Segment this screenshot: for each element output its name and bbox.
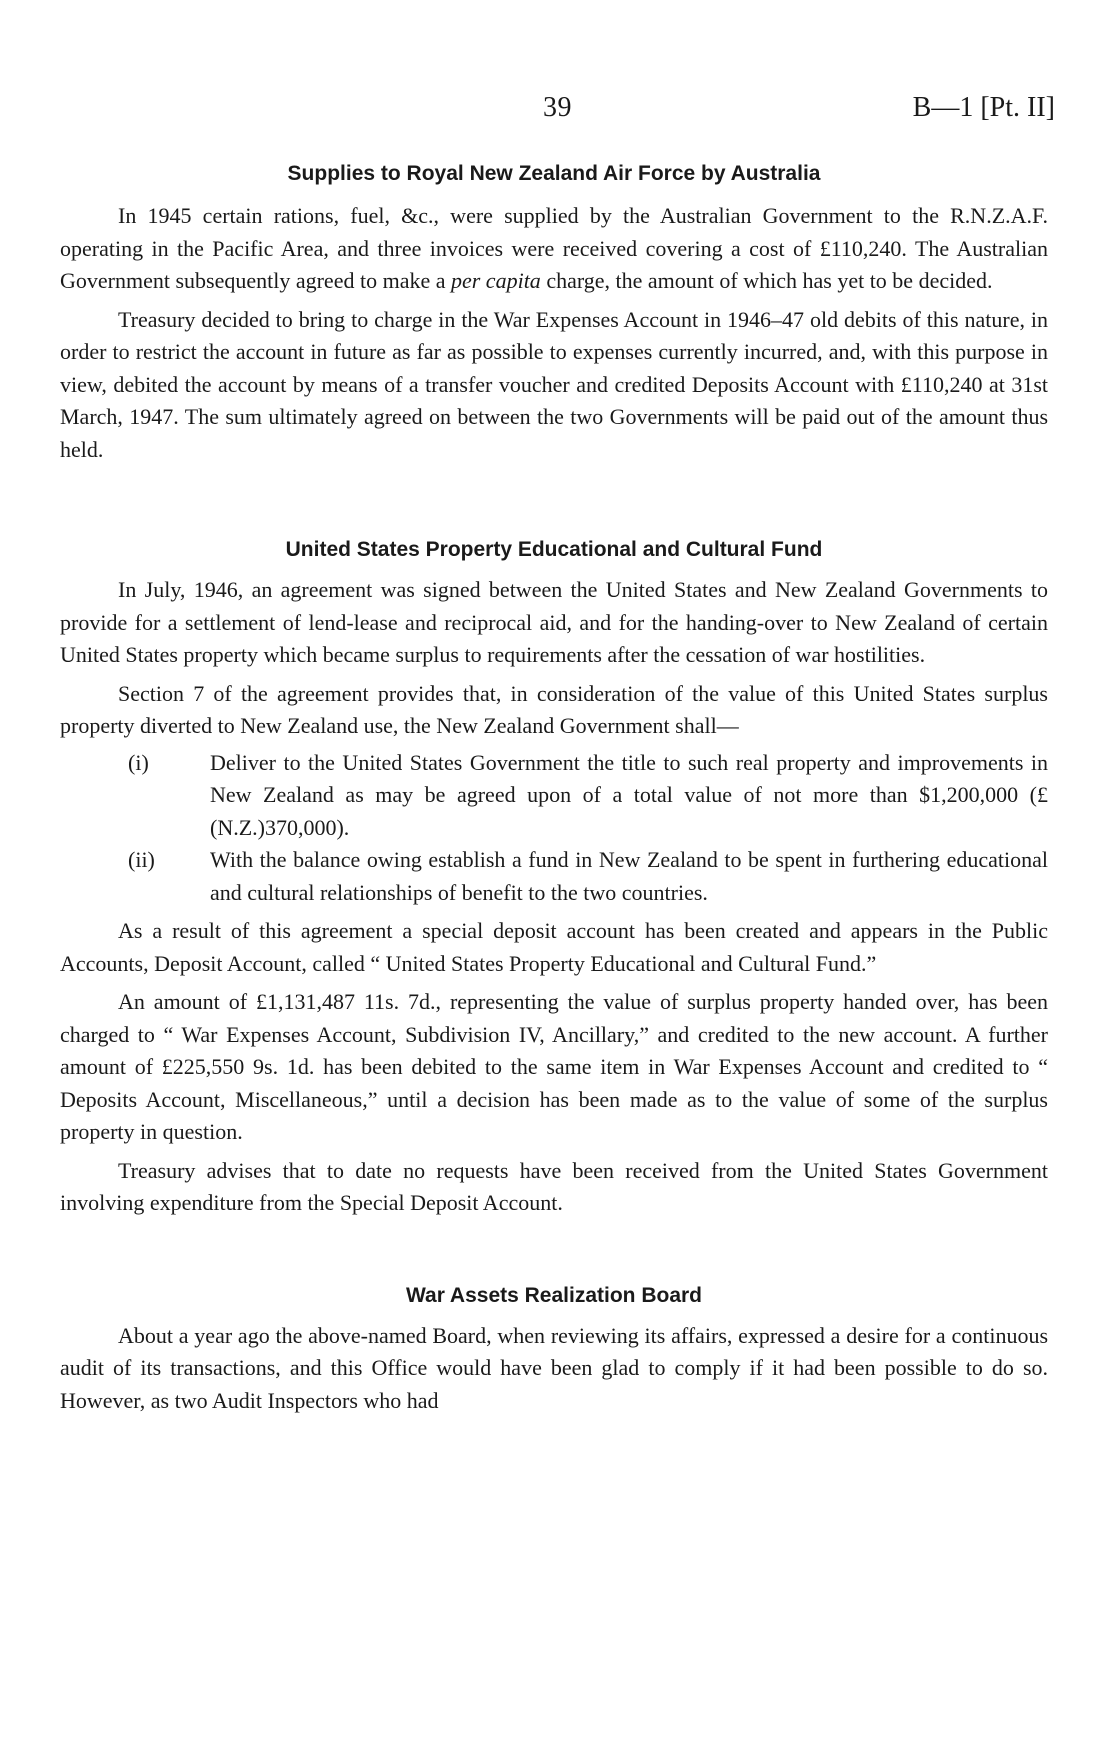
paragraph: Treasury decided to bring to charge in the War Expenses Account in 1946–47 old debits of this nature, in order to restrict the account in future as far as possible to expenses currently incurred, and, with this purpose in view, debited the account by means of a transfer voucher and credited Deposits Account with £110,240 at 31st March, 1947. The sum ultimately agreed on between the two Governments will be paid out of the amount thus held.	[60, 306, 1048, 462]
list-item-text: Deliver to the United States Government the title to such real property and improvements in New Zealand as may be agreed upon of a total value of not more than $1,200,000 (£(N.Z.)370,000).	[210, 749, 1048, 840]
list-marker: (ii)	[128, 847, 155, 872]
list-item-text: With the balance owing establish a fund in New Zealand to be spent in furthering educational and cultural relationships of benefit to the two countries.	[210, 847, 1048, 905]
paragraph: In July, 1946, an agreement was signed between the United States and New Zealand Governments to provide for a settlement of lend-lease and reciprocal aid, and for the handing-over to New Zealand of certain United States property which became surplus to requirements after the cessation of war hostilities.	[60, 577, 1048, 667]
page-header	[60, 92, 1055, 132]
page-content	[60, 162, 1048, 1417]
list-item	[60, 747, 1048, 845]
paragraph: An amount of £1,131,487 11s. 7d., representing the value of surplus property handed over, has been charged to “ War Expenses Account, Subdivision IV, Ancillary,” and credited to the new account. A further amount of £225,550 9s. 1d. has been debited to the same item in War Expenses Account and credited to “ Deposits Account, Miscellaneous,” until a decision has been made as to the value of some of the surplus property in question.	[60, 989, 1048, 1144]
section-heading-war-assets-board: War Assets Realization Board	[405, 1283, 703, 1307]
list-marker: (i)	[128, 749, 149, 775]
paragraph: Section 7 of the agreement provides that, in consideration of the value of this United States surplus property diverted to New Zealand use, the New Zealand Government shall—	[60, 680, 1048, 738]
page-number: 39	[543, 92, 572, 123]
list-item	[60, 844, 1048, 909]
document-reference: B—1 [Pt. II]	[912, 92, 1055, 123]
paragraph: In 1945 certain rations, fuel, &c., were supplied by the Australian Government to the R.N.Z.A.F. operating in the Pacific Area, and three invoices were received covering a cost of £110,240. The Australian Government subsequently agreed to make a per capita charge, the amount of which has yet to be decided.	[60, 203, 1048, 293]
italic-phrase: per capita	[450, 268, 541, 293]
paragraph: Treasury advises that to date no requests have been received from the United States Government involving expenditure from the Special Deposit Account.	[60, 1157, 1048, 1215]
paragraph: As a result of this agreement a special deposit account has been created and appears in the Public Accounts, Deposit Account, called “ United States Property Educational and Cultural Fund.”	[60, 918, 1048, 976]
section-heading-raf-supplies: Supplies to Royal New Zealand Air Force by Australia	[287, 162, 821, 185]
section-heading-us-property-fund: United States Property Educational and Cultural Fund	[285, 538, 823, 561]
paragraph: About a year ago the above-named Board, when reviewing its affairs, expressed a desire for a continuous audit of its transactions, and this Office would have been glad to comply if it had been possible to do so. However, as two Audit Inspectors who had	[60, 1322, 1048, 1413]
